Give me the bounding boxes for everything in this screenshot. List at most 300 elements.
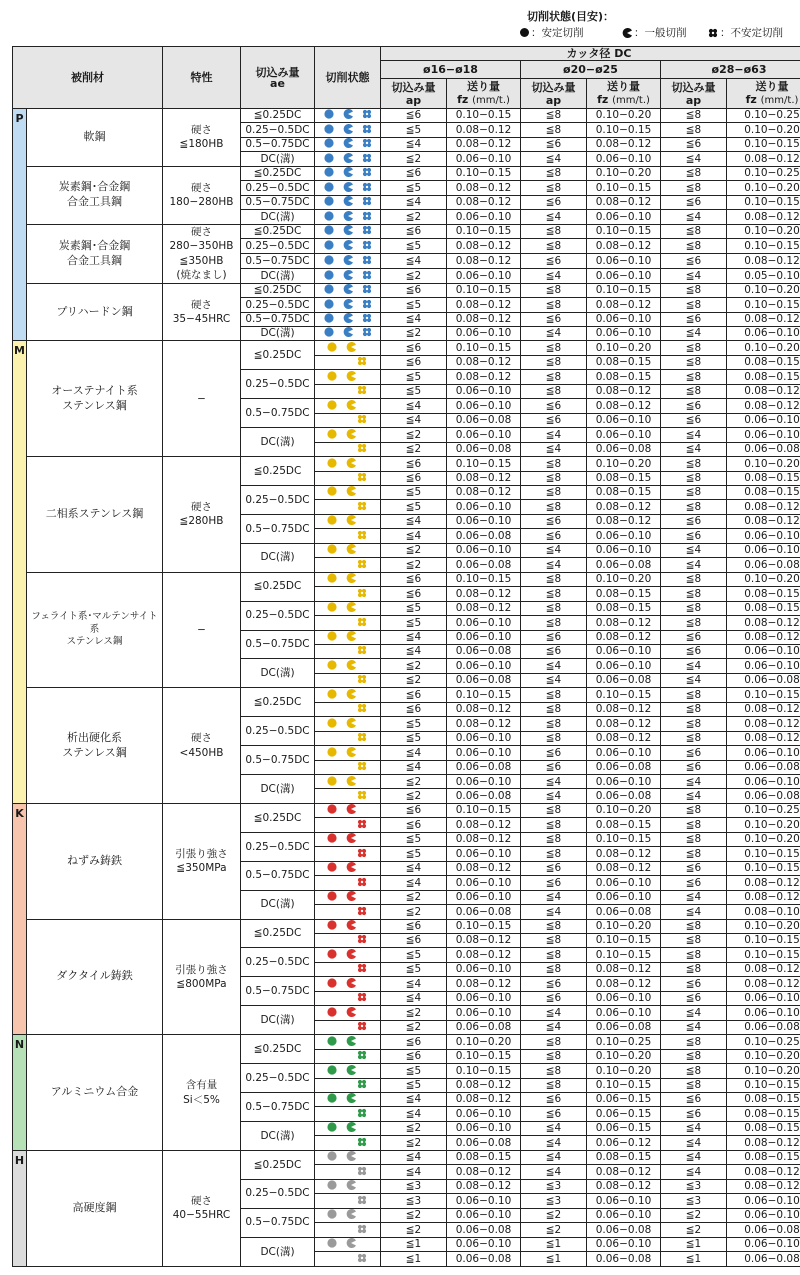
table-row <box>13 166 800 180</box>
material-property <box>163 919 241 1035</box>
fz-value: 0.10−0.15 <box>447 224 521 239</box>
ap-value: ≦8 <box>661 109 727 123</box>
general-icon <box>343 327 353 337</box>
fz-value: 0.06−0.08 <box>447 558 521 572</box>
table-row <box>13 803 800 817</box>
stable-icon <box>324 255 334 265</box>
header-cut-depth-label: 切込み量 <box>255 65 300 79</box>
fz-value: 0.08−0.12 <box>447 1078 521 1092</box>
fz-value: 0.08−0.12 <box>447 312 521 326</box>
stable-icon <box>324 153 334 163</box>
state-icons <box>357 992 367 1002</box>
ap-value: ≦3 <box>381 1194 447 1208</box>
fz-value: 0.06−0.08 <box>447 1223 521 1237</box>
fz-value: 0.06−0.10 <box>447 616 521 630</box>
text-line: 硬さ <box>191 226 212 239</box>
state-icons <box>357 848 367 858</box>
general-icon <box>343 167 353 177</box>
state-icons <box>324 138 372 148</box>
fz-value: 0.08−0.12 <box>447 181 521 195</box>
fz-value: 0.10−0.15 <box>447 283 521 297</box>
state-icons <box>357 703 367 713</box>
ap-value: ≦8 <box>521 1049 587 1063</box>
fz-value: 0.10−0.25 <box>727 166 800 180</box>
ap-value: ≦4 <box>661 1020 727 1034</box>
fz-value: 0.08−0.12 <box>447 818 521 832</box>
ap-value: ≦5 <box>381 717 447 731</box>
ap-value: ≦6 <box>381 572 447 586</box>
general-icon <box>346 949 356 959</box>
header-fz-1 <box>447 79 521 109</box>
fz-value: 0.08−0.15 <box>447 1150 521 1164</box>
cutting-state <box>315 876 381 890</box>
material-name <box>27 572 163 688</box>
ap-value: ≦4 <box>381 1165 447 1179</box>
material-name <box>27 283 163 341</box>
general-icon <box>346 1093 356 1103</box>
ap-value: ≦2 <box>381 775 447 789</box>
ap-value: ≦2 <box>381 1006 447 1020</box>
stable-icon <box>324 109 334 119</box>
material-property <box>163 688 241 804</box>
general-icon <box>346 920 356 930</box>
state-icons <box>327 718 356 728</box>
table-row <box>13 1150 800 1164</box>
ap-value: ≦2 <box>381 326 447 340</box>
stable-icon <box>327 978 337 988</box>
fz-value: 0.08−0.12 <box>447 587 521 601</box>
stable-icon <box>327 1151 337 1161</box>
ap-value: ≦1 <box>381 1237 447 1251</box>
state-icons <box>324 270 372 280</box>
unstable-icon <box>357 501 367 511</box>
fz-value: 0.06−0.10 <box>587 268 661 283</box>
cutting-conditions-table <box>12 46 800 1267</box>
state-icons <box>357 877 367 887</box>
ap-value: ≦6 <box>661 312 727 326</box>
fz-value: 0.06−0.10 <box>447 1006 521 1020</box>
ap-value: ≦4 <box>661 1150 727 1164</box>
cutting-state <box>315 485 381 499</box>
state-icons <box>327 689 356 699</box>
ap-value: ≦4 <box>381 312 447 326</box>
fz-value: 0.08−0.12 <box>587 731 661 745</box>
fz-value: 0.10−0.15 <box>447 1064 521 1078</box>
general-icon <box>346 660 356 670</box>
fz-value: 0.08−0.12 <box>447 370 521 384</box>
fz-value: 0.06−0.10 <box>727 775 800 789</box>
fz-value: 0.10−0.15 <box>727 195 800 209</box>
ap-value: ≦8 <box>521 803 587 817</box>
stable-icon <box>324 313 334 323</box>
ap-value: ≦8 <box>661 601 727 615</box>
stable-icon <box>327 1122 337 1132</box>
ap-value: ≦6 <box>661 630 727 644</box>
fz-value: 0.08−0.12 <box>447 239 521 254</box>
unstable-icon <box>357 530 367 540</box>
fz-value: 0.06−0.10 <box>447 152 521 166</box>
stable-icon <box>327 660 337 670</box>
general-icon <box>343 182 353 192</box>
general-icon <box>346 718 356 728</box>
unstable-icon <box>362 196 372 206</box>
unstable-icon <box>362 313 372 323</box>
cutting-state <box>315 384 381 398</box>
fz-value: 0.10−0.15 <box>447 572 521 586</box>
stable-icon <box>520 28 529 37</box>
cutting-state <box>315 1208 381 1222</box>
cutting-state <box>315 1035 381 1049</box>
fz-value: 0.10−0.15 <box>447 341 521 355</box>
cutting-state <box>315 948 381 962</box>
fz-value: 0.10−0.15 <box>587 283 661 297</box>
cut-depth: ≦0.25DC <box>241 457 315 486</box>
unstable-icon <box>362 153 372 163</box>
state-icons <box>357 1137 367 1147</box>
state-icons <box>327 573 356 583</box>
ap-value: ≦6 <box>521 1107 587 1121</box>
cutting-state <box>315 298 381 312</box>
cut-depth: 0.5−0.75DC <box>241 630 315 659</box>
fz-symbol <box>447 94 520 106</box>
ap-value: ≦4 <box>521 890 587 904</box>
state-icons <box>324 182 372 192</box>
fz-value: 0.10−0.20 <box>727 283 800 297</box>
cut-depth: 0.5−0.75DC <box>241 861 315 890</box>
material-name <box>27 1035 163 1151</box>
cutting-state <box>315 847 381 861</box>
state-icons <box>327 1065 356 1075</box>
fz-value: 0.08−0.12 <box>587 861 661 875</box>
fz-value: 0.08−0.12 <box>587 195 661 209</box>
state-icons <box>324 240 372 250</box>
stable-icon <box>327 371 337 381</box>
ap-value: ≦6 <box>381 803 447 817</box>
text-line: ≦350HB <box>179 254 224 267</box>
ap-value: ≦5 <box>381 485 447 499</box>
state-icons <box>327 833 356 843</box>
ap-value: ≦8 <box>661 1064 727 1078</box>
ap-value: ≦8 <box>661 166 727 180</box>
fz-value: 0.08−0.12 <box>727 890 800 904</box>
ap-value: ≦1 <box>521 1237 587 1251</box>
ap-value: ≦2 <box>381 558 447 572</box>
stable-icon <box>327 920 337 930</box>
ap-value: ≦2 <box>381 428 447 442</box>
fz-value: 0.05−0.10 <box>727 268 800 283</box>
text-line: ≦180HB <box>179 138 224 151</box>
fz-value: 0.06−0.10 <box>587 152 661 166</box>
ap-value: ≦4 <box>381 137 447 151</box>
header-cutter: カッタ径 DC <box>381 47 800 61</box>
cutting-state <box>315 195 381 209</box>
table-body <box>13 109 800 1267</box>
ap-value: ≦4 <box>521 543 587 557</box>
cutting-state <box>315 688 381 702</box>
text-line: 析出硬化系 <box>67 730 122 744</box>
fz-value: 0.08−0.12 <box>727 1179 800 1193</box>
general-icon <box>343 109 353 119</box>
fz-value: 0.08−0.12 <box>727 254 800 269</box>
cut-depth: DC(溝) <box>241 543 315 572</box>
general-icon <box>346 458 356 468</box>
ap-value: ≦8 <box>661 370 727 384</box>
ap-value: ≦4 <box>521 268 587 283</box>
ap-value: ≦6 <box>661 876 727 890</box>
general-icon <box>346 1151 356 1161</box>
ap-value: ≦8 <box>521 1035 587 1049</box>
state-icons <box>357 1108 367 1118</box>
ap-value: ≦8 <box>521 355 587 369</box>
fz-value: 0.06−0.10 <box>447 746 521 760</box>
unstable-icon <box>357 1021 367 1031</box>
state-icons <box>357 819 367 829</box>
general-icon <box>346 978 356 988</box>
fz-value: 0.06−0.08 <box>727 673 800 687</box>
fz-value: 0.10−0.25 <box>587 1035 661 1049</box>
fz-value: 0.10−0.15 <box>447 457 521 471</box>
stable-icon <box>327 804 337 814</box>
ap-value: ≦4 <box>521 1121 587 1135</box>
fz-value: 0.08−0.15 <box>727 1150 800 1164</box>
general-icon <box>346 833 356 843</box>
ap-value: ≦6 <box>381 587 447 601</box>
text-line: 180−280HB <box>169 196 234 209</box>
ap-value: ≦4 <box>381 514 447 528</box>
fz-value: 0.06−0.10 <box>587 876 661 890</box>
state-icons <box>327 920 356 930</box>
ap-value: ≦8 <box>521 341 587 355</box>
ap-value: ≦8 <box>521 239 587 254</box>
stable-icon <box>327 631 337 641</box>
ap-label: 切込み量 <box>671 80 716 94</box>
ap-value: ≦4 <box>381 991 447 1005</box>
ap-value: ≦4 <box>521 1020 587 1034</box>
fz-value: 0.10−0.15 <box>727 688 800 702</box>
fz-value: 0.08−0.15 <box>727 370 800 384</box>
cutting-state <box>315 630 381 644</box>
cutting-state <box>315 254 381 269</box>
ap-value: ≦4 <box>381 644 447 658</box>
fz-symbol <box>587 94 660 106</box>
material-property <box>163 166 241 224</box>
ap-value: ≦8 <box>661 181 727 195</box>
ap-value: ≦8 <box>521 818 587 832</box>
state-icons <box>324 327 372 337</box>
fz-value: 0.08−0.12 <box>587 500 661 514</box>
ap-value: ≦5 <box>381 962 447 976</box>
ap-value: ≦8 <box>521 717 587 731</box>
fz-value: 0.08−0.15 <box>587 1150 661 1164</box>
fz-value: 0.08−0.12 <box>727 1136 800 1150</box>
ap-value: ≦8 <box>661 688 727 702</box>
ap-value: ≦8 <box>661 1049 727 1063</box>
ap-value: ≦6 <box>521 195 587 209</box>
ap-value: ≦6 <box>381 166 447 180</box>
ap-value: ≦4 <box>661 1006 727 1020</box>
header-material: 被削材 <box>13 47 163 109</box>
fz-value: 0.06−0.10 <box>587 529 661 543</box>
fz-value: 0.06−0.10 <box>727 529 800 543</box>
fz-value: 0.08−0.12 <box>447 471 521 485</box>
fz-value: 0.10−0.15 <box>447 803 521 817</box>
header-range-2: ø20−ø25 <box>521 61 661 79</box>
fz-value: 0.06−0.10 <box>587 1194 661 1208</box>
ap-value: ≦8 <box>661 224 727 239</box>
fz-value: 0.06−0.08 <box>587 905 661 919</box>
fz-value: 0.06−0.08 <box>727 760 800 774</box>
general-icon <box>343 196 353 206</box>
ap-value: ≦6 <box>661 514 727 528</box>
ap-value: ≦6 <box>521 1093 587 1107</box>
fz-label: 送り量 <box>467 80 500 93</box>
state-icons <box>327 631 356 641</box>
fz-value: 0.06−0.08 <box>447 1136 521 1150</box>
state-icons <box>327 429 356 439</box>
header-ap-1 <box>381 79 447 109</box>
ap-value: ≦6 <box>521 529 587 543</box>
ap-value: ≦4 <box>381 1150 447 1164</box>
legend-stable-label: ：安定切削 <box>531 27 584 39</box>
stable-icon <box>324 167 334 177</box>
ap-value: ≦4 <box>381 529 447 543</box>
ap-value: ≦8 <box>661 803 727 817</box>
unstable-icon <box>362 211 372 221</box>
stable-icon <box>327 776 337 786</box>
fz-value: 0.10−0.20 <box>587 166 661 180</box>
cutting-state <box>315 181 381 195</box>
ap-value: ≦8 <box>661 355 727 369</box>
fz-label: 送り量 <box>607 80 640 93</box>
ap-value: ≦4 <box>521 558 587 572</box>
fz-value: 0.06−0.10 <box>587 254 661 269</box>
state-icons <box>324 284 372 294</box>
state-icons <box>327 458 356 468</box>
fz-value: 0.10−0.15 <box>727 239 800 254</box>
text-line: ≦280HB <box>179 515 224 528</box>
fz-value: 0.06−0.08 <box>447 413 521 427</box>
ap-value: ≦6 <box>381 355 447 369</box>
ap-value: ≦2 <box>381 442 447 456</box>
text-line: 軟鋼 <box>83 129 106 143</box>
fz-value: 0.06−0.08 <box>447 673 521 687</box>
ap-value: ≦6 <box>521 630 587 644</box>
ap-value: ≦5 <box>381 181 447 195</box>
header-fz-3 <box>727 79 800 109</box>
unstable-icon <box>362 109 372 119</box>
fz-value: 0.10−0.15 <box>727 1078 800 1092</box>
fz-value: 0.06−0.10 <box>587 746 661 760</box>
fz-value: 0.10−0.20 <box>727 919 800 933</box>
header-state: 切削状態 <box>315 47 381 109</box>
state-icons <box>357 385 367 395</box>
ap-value: ≦2 <box>381 268 447 283</box>
fz-value: 0.10−0.20 <box>727 1049 800 1063</box>
fz-value: 0.06−0.10 <box>447 775 521 789</box>
fz-value: 0.06−0.08 <box>447 760 521 774</box>
general-icon <box>343 313 353 323</box>
unstable-icon <box>357 877 367 887</box>
general-icon <box>343 225 353 235</box>
general-icon <box>346 602 356 612</box>
ap-value: ≦2 <box>381 1223 447 1237</box>
fz-value: 0.08−0.15 <box>587 601 661 615</box>
fz-value: 0.06−0.10 <box>447 500 521 514</box>
cutting-state <box>315 572 381 586</box>
cutting-state <box>315 991 381 1005</box>
text-line: <450HB <box>179 746 224 759</box>
fz-value: 0.08−0.12 <box>447 948 521 962</box>
ap-value: ≦6 <box>381 934 447 948</box>
state-icons <box>357 501 367 511</box>
stable-icon <box>324 270 334 280</box>
unstable-icon <box>357 790 367 800</box>
cutting-state <box>315 1020 381 1034</box>
general-icon <box>343 240 353 250</box>
ap-value: ≦6 <box>381 224 447 239</box>
ap-value: ≦2 <box>381 543 447 557</box>
cutting-state <box>315 471 381 485</box>
ap-value: ≦5 <box>381 832 447 846</box>
fz-value: 0.06−0.08 <box>447 1251 521 1266</box>
cutting-state <box>315 558 381 572</box>
cutting-state <box>315 890 381 904</box>
ap-value: ≦2 <box>381 1020 447 1034</box>
material-name <box>27 919 163 1035</box>
cut-depth: ≦0.25DC <box>241 919 315 948</box>
ap-value: ≦8 <box>521 702 587 716</box>
ap-value: ≦5 <box>381 384 447 398</box>
ap-value: ≦5 <box>381 616 447 630</box>
cut-depth: DC(溝) <box>241 1006 315 1035</box>
unstable-icon <box>357 1079 367 1089</box>
ap-value: ≦6 <box>661 1093 727 1107</box>
fz-value: 0.06−0.08 <box>587 558 661 572</box>
fz-value: 0.10−0.15 <box>587 934 661 948</box>
table-row <box>13 341 800 355</box>
ap-value: ≦6 <box>381 457 447 471</box>
fz-value: 0.08−0.12 <box>447 1165 521 1179</box>
state-icons <box>324 109 372 119</box>
fz-value: 0.06−0.15 <box>587 1093 661 1107</box>
cutting-state <box>315 399 381 413</box>
cutting-state <box>315 1136 381 1150</box>
fz-value: 0.06−0.10 <box>727 746 800 760</box>
cutting-state <box>315 905 381 919</box>
ap-value: ≦6 <box>381 919 447 933</box>
cut-depth: 0.25−0.5DC <box>241 239 315 254</box>
ap-value: ≦4 <box>661 789 727 803</box>
ap-value: ≦6 <box>381 283 447 297</box>
state-icons <box>324 153 372 163</box>
fz-value: 0.06−0.10 <box>447 326 521 340</box>
cut-depth: 0.25−0.5DC <box>241 123 315 137</box>
cut-depth: 0.5−0.75DC <box>241 312 315 326</box>
fz-value: 0.06−0.08 <box>587 789 661 803</box>
ap-value: ≦6 <box>381 109 447 123</box>
ap-value: ≦8 <box>661 500 727 514</box>
legend <box>0 0 800 44</box>
stable-icon <box>327 1036 337 1046</box>
cut-depth: 0.25−0.5DC <box>241 601 315 630</box>
general-icon <box>343 153 353 163</box>
material-property <box>163 803 241 919</box>
cutting-state <box>315 137 381 151</box>
fz-value: 0.10−0.20 <box>587 1049 661 1063</box>
fz-value: 0.06−0.08 <box>447 644 521 658</box>
fz-unit: (mm/t.) <box>612 95 650 106</box>
text-line: 炭素鋼･合金鋼 <box>58 180 131 194</box>
